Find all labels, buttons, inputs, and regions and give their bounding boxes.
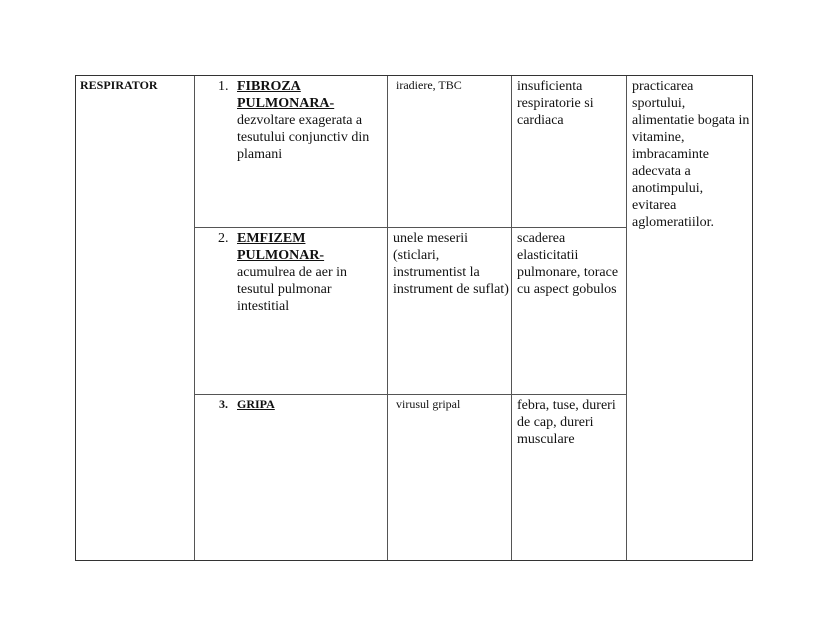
disease-symptoms: febra, tuse, dureri de cap, dureri musculare xyxy=(517,398,616,447)
disease-name: EMFIZEM PULMONAR- xyxy=(237,231,325,263)
system-name: RESPIRATOR xyxy=(80,78,158,92)
disease-description: acumulrea de aer in tesutul pulmonar intestitial xyxy=(237,265,347,314)
column-divider xyxy=(626,76,627,560)
column-divider xyxy=(387,76,388,560)
disease-name: GRIPA xyxy=(237,397,275,411)
disease-number: 1. xyxy=(218,79,229,94)
prevention-text: practicarea sportului, alimentatie bogata in vitamine, imbracaminte adecvata a anotimpului, evitarea aglomeratiilor. xyxy=(632,79,750,230)
disease-name: FIBROZA PULMONARA- xyxy=(237,79,335,111)
disease-table xyxy=(75,75,753,561)
disease-cause: virusul gripal xyxy=(396,397,461,411)
row-divider xyxy=(194,227,627,228)
disease-cell-1 xyxy=(194,78,387,227)
disease-description: dezvoltare exagerata a tesutului conjunctiv din plamani xyxy=(237,113,370,162)
disease-symptoms: insuficienta respiratorie si cardiaca xyxy=(517,79,594,128)
disease-cause: iradiere, TBC xyxy=(396,78,462,92)
disease-number: 3. xyxy=(219,397,228,411)
row-divider xyxy=(194,394,627,395)
disease-symptoms: scaderea elasticitatii pulmonare, torace cu aspect gobulos xyxy=(517,231,619,297)
disease-cause: unele meserii (sticlari, instrumentist la instrument de suflat) xyxy=(393,231,509,297)
disease-cell-2 xyxy=(194,230,387,394)
disease-number: 2. xyxy=(218,231,229,246)
column-divider xyxy=(511,76,512,560)
